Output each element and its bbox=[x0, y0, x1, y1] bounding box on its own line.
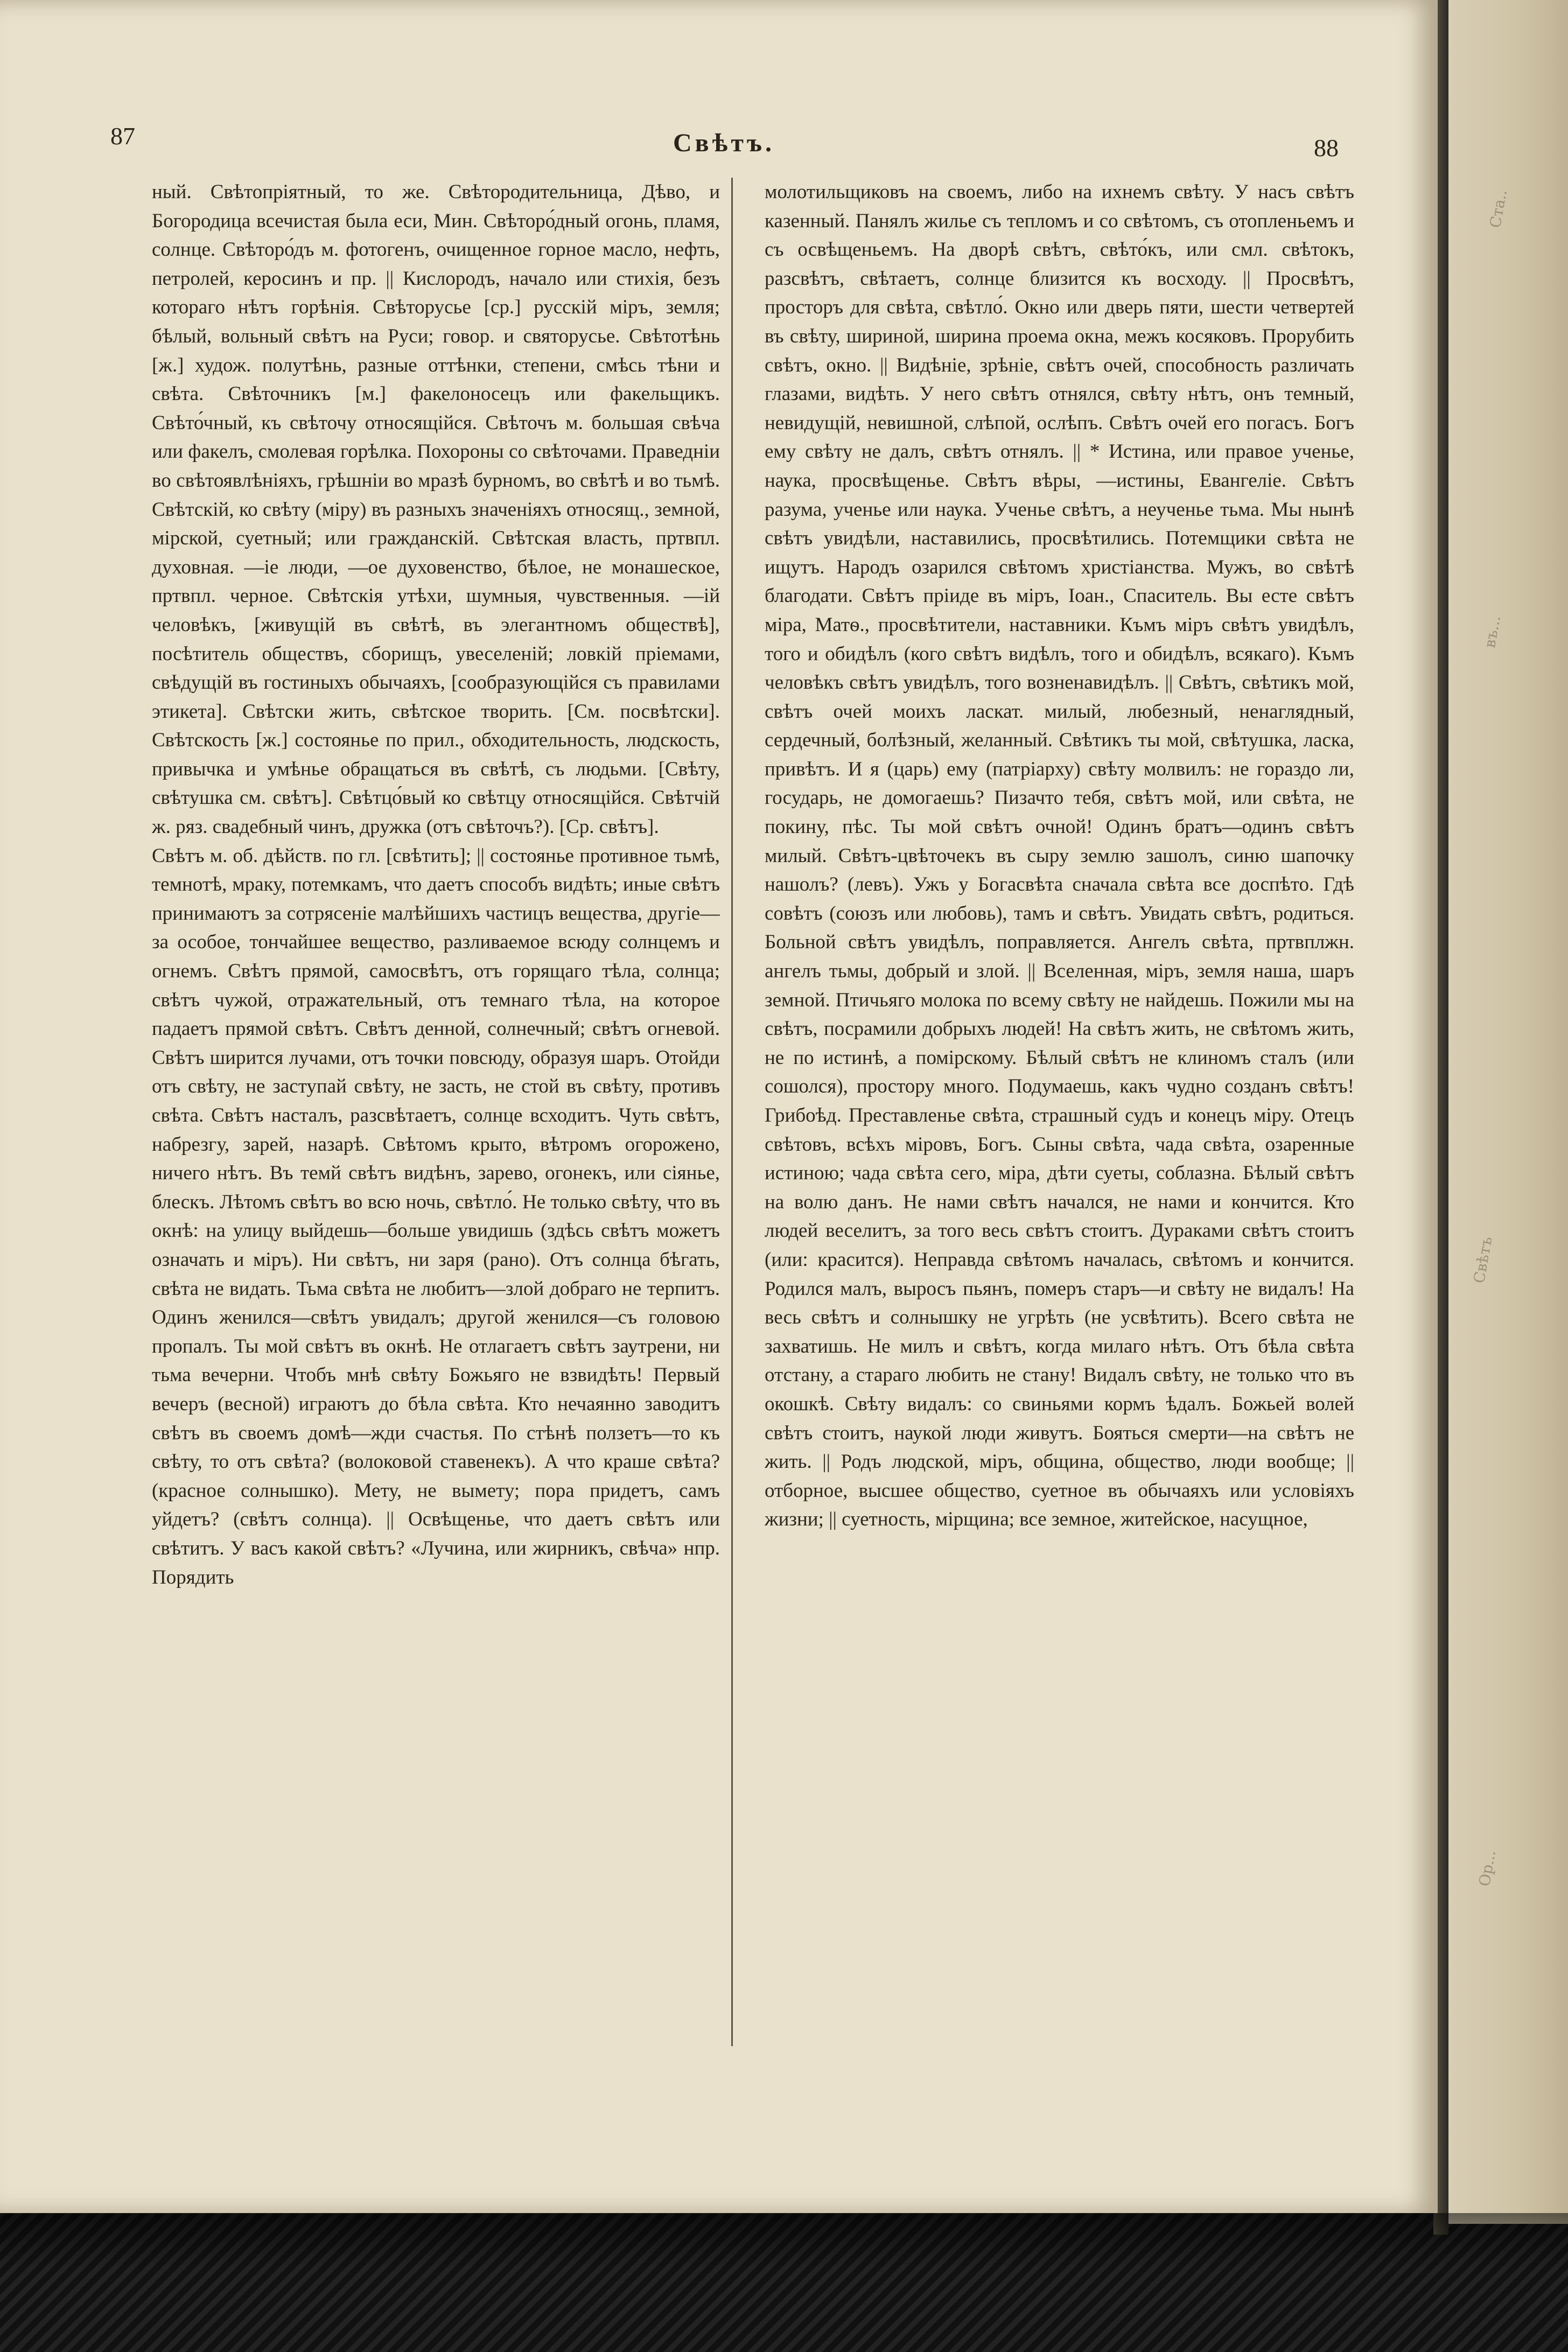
column-text-left: ный. Свѣтопріятный, то же. Свѣтородительница, Дѣво, и Богородица всечистая была еси, Мин. Свѣторо́дный огонь, пламя, солнце. Свѣторо́дъ м. фотогенъ, очищенное горное масло, нефть, петролей, керосинъ и пр. || Кислородъ, начало или стихія, безъ котораго нѣтъ горѣнія. Свѣторусье [ср.] русскій міръ, земля; бѣлый, вольный свѣтъ на Руси; говор. и святорусье. Свѣтотѣнь [ж.] худож. полутѣнь, разные оттѣнки, степени, смѣсь тѣни и свѣта. Свѣточникъ [м.] факелоносецъ или факельщикъ. Свѣто́чный, къ свѣточу относящійся. Свѣточъ м. большая свѣча или факелъ, смолевая горѣлка. Похороны со свѣточами. Праведніи во свѣтоявлѣніяхъ, грѣшніи во мразѣ бурномъ, во свѣтѣ и во тьмѣ. Свѣтскій, ко свѣту (міру) въ разныхъ значеніяхъ относящ., земной, мірской, суетный; или гражданскій. Свѣтская власть, пртвпл. духовная. —іе люди, —ое духовенство, бѣлое, не монашеское, пртвпл. черное. Свѣтскія утѣхи, шумныя, чувственныя. —ій человѣкъ, [живущій въ свѣтѣ, въ элегантномъ обществѣ], посѣтитель обществъ, сборищъ, увеселеній; ловкій пріемами, свѣдущій въ гостиныхъ обычаяхъ, [сообразующійся съ правилами этикета]. Свѣтски жить, свѣтское творить. [См. посвѣтски]. Свѣтскость [ж.] состоянье по прил., обходительность, людскость, привычка и умѣнье обращаться въ свѣтѣ, съ людьми. [Свѣту, свѣтушка см. свѣтъ]. Свѣтцо́вый ко свѣтцу относящійся. Свѣтчій ж. ряз. свадебный чинъ, дружка (отъ свѣточъ?). [Ср. свѣтъ]. Свѣтъ м. об. дѣйств. по гл. [свѣтить]; || состоянье противное тьмѣ, темнотѣ, мраку, потемкамъ, что даетъ способъ видѣть; иные свѣтъ принимаютъ за сотрясеніе малѣйшихъ частицъ вещества, другіе—за особое, тончайшее вещество, разливаемое всюду солнцемъ и огнемъ. Свѣтъ прямой, самосвѣтъ, отъ горящаго тѣла, солнца; свѣтъ чужой, отражательный, отъ темнаго тѣла, на которое падаетъ прямой свѣтъ. Свѣтъ денной, солнечный; свѣтъ огневой. Свѣтъ ширится лучами, отъ точки повсюду, образуя шаръ. Отойди отъ свѣту, не заступай свѣту, не засть, не стой въ свѣту, противъ свѣта. Свѣтъ насталъ, разсвѣтаетъ, солнце всходитъ. Чуть свѣтъ, набрезгу, зарей, назарѣ. Свѣтомъ крыто, вѣтромъ огорожено, ничего нѣтъ. Въ темй свѣтъ видѣнъ, зарево, огонекъ, или сіянье, блескъ. Лѣтомъ свѣтъ во всю ночь, свѣтло́. Не только свѣту, что въ окнѣ: на улицу выйдешь—больше увидишь (здѣсь свѣтъ можетъ означать и міръ). Ни свѣтъ, ни заря (рано). Отъ солнца бѣгать, свѣта не видать. Тьма свѣта не любитъ—злой добраго не терпитъ. Одинъ женился—свѣтъ увидалъ; другой женился—съ головою пропалъ. Ты мой свѣтъ въ окнѣ. Не отлагаетъ свѣтъ заутрени, ни тьма вечерни. Чтобъ мнѣ свѣту Божьяго не взвидѣть! Первый вечеръ (весной) играютъ до бѣла свѣта. Кто нечаянно заводитъ свѣтъ въ своемъ домѣ—жди счастья. По стѣнѣ ползетъ—то къ свѣту, то отъ свѣта? (волоковой ставенекъ). А что краше свѣта? (красное солнышко). Мету, не вымету; пора придетъ, самъ уйдетъ? (свѣтъ солнца). || Освѣщенье, что даетъ свѣтъ или свѣтитъ. У васъ какой свѣтъ? «Лучина, или жирникъ, свѣча» нпр. Порядить bbox=[152, 181, 720, 1588]
text-column-right bbox=[765, 178, 1354, 2052]
next-page-edge bbox=[1448, 0, 1568, 2224]
next-page-fragment: въ... bbox=[1481, 614, 1504, 649]
next-page-fragment: Свѣтъ bbox=[1470, 1235, 1496, 1285]
column-divider bbox=[731, 178, 733, 2046]
page-title: Свѣтъ. bbox=[673, 129, 775, 157]
next-page-fragment: Ор... bbox=[1475, 1849, 1500, 1888]
page-number-left: 87 bbox=[110, 122, 135, 150]
page-number-right: 88 bbox=[1314, 134, 1339, 162]
bottom-shadow bbox=[0, 2213, 1568, 2352]
next-page-fragment: Ста.. bbox=[1486, 188, 1510, 229]
text-column-left bbox=[152, 178, 720, 2052]
column-text-right: молотильщиковъ на своемъ, либо на ихнемъ свѣту. У насъ свѣтъ казенный. Панялъ жилье съ тепломъ и со свѣтомъ, съ отопленьемъ и съ освѣщеньемъ. На дворѣ свѣтъ, свѣто́къ, или смл. свѣтокъ, разсвѣтъ, свѣтаетъ, солнце близится къ восходу. || Просвѣтъ, просторъ для свѣта, свѣтло́. Окно или дверь пяти, шести четвертей въ свѣту, шириной, ширина проема окна, межъ косяковъ. Прорубить свѣтъ, окно. || Видѣніе, зрѣніе, свѣтъ очей, способность различать глазами, видѣть. У него свѣтъ отнялся, свѣту нѣтъ, онъ темный, невидущій, невишной, слѣпой, ослѣпъ. Свѣтъ очей его погасъ. Богъ ему свѣту не далъ, свѣтъ отнялъ. || * Истина, или правое ученье, наука, просвѣщенье. Свѣтъ вѣры, —истины, Евангеліе. Свѣтъ разума, ученье или наука. Ученье свѣтъ, а неученье тьма. Мы нынѣ свѣтъ увидѣли, наставились, просвѣтились. Потемщики свѣта не ищутъ. Народъ озарился свѣтомъ христіанства. Мужъ, во свѣтѣ благодати. Свѣтъ пріиде въ міръ, Іоан., Спаситель. Вы есте свѣтъ міра, Матѳ., просвѣтители, наставники. Къмъ міръ свѣтъ увидѣлъ, того и обидѣлъ (кого свѣтъ видѣлъ, того и обидѣлъ, всякаго). Къмъ человѣкъ свѣтъ увидѣлъ, того возненавидѣлъ. || Свѣтъ, свѣтикъ мой, свѣтъ очей моихъ ласкат. милый, любезный, ненаглядный, сердечный, болѣзный, желанный. Свѣтикъ ты мой, свѣтушка, ласка, привѣтъ. И я (царь) ему (патріарху) свѣту молвилъ: не гораздо ли, государь, не домогаешь? Пизачто тебя, свѣтъ мой, или свѣта, не покину, пѣс. Ты мой свѣтъ очной! Одинъ братъ—одинъ свѣтъ милый. Свѣтъ-цвѣточекъ въ сыру землю зашолъ, синю шапочку нашолъ? (левъ). Ужъ у Богасвѣта сначала свѣта все доспѣто. Гдѣ совѣтъ (союзъ или любовь), тамъ и свѣтъ. Увидать свѣтъ, родиться. Больной свѣтъ увидѣлъ, поправляется. Ангелъ свѣта, пртвплжн. ангелъ тьмы, добрый и злой. || Вселенная, міръ, земля наша, шаръ земной. Птичьяго молока по всему свѣту не найдешь. Пожили мы на свѣтъ, посрамили добрыхъ людей! На свѣтъ жить, не свѣтомъ жить, не по истинѣ, а помірскому. Бѣлый свѣтъ не клиномъ сталъ (или сошолся), простору много. Подумаешь, какъ чудно созданъ свѣтъ! Грибоѣд. Преставленье свѣта, страшный судъ и конецъ міру. Отецъ свѣтовъ, всѣхъ міровъ, Богъ. Сыны свѣта, чада свѣта, озаренные истиною; чада свѣта сего, міра, дѣти суеты, соблазна. Бѣлый свѣтъ на волю данъ. Не нами свѣтъ начался, не нами и кончится. Кто людей веселитъ, за того весь свѣтъ стоитъ. Дураками свѣтъ стоитъ (или: красится). Неправда свѣтомъ началась, свѣтомъ и кончится. Родился малъ, выросъ пьянъ, померъ старъ—и свѣту не видалъ! На весь свѣтъ и солнышку не угрѣть (не усвѣтить). Всего свѣта не захватишь. Не милъ и свѣтъ, когда милаго нѣтъ. Отъ бѣла свѣта отстану, а стараго любить не стану! Видалъ свѣту, не только что въ окошкѣ. Свѣту видалъ: со свиньями кормъ ѣдалъ. Божьей волей свѣтъ стоитъ, наукой люди живутъ. Бояться смерти—на свѣтъ не жить. || Родъ людской, міръ, община, общество, люди вообще; || отборное, высшее общество, суетное въ обычаяхъ или условіяхъ жизни; || суетность, мірщина; все земное, житейское, насущное, bbox=[765, 181, 1354, 1531]
